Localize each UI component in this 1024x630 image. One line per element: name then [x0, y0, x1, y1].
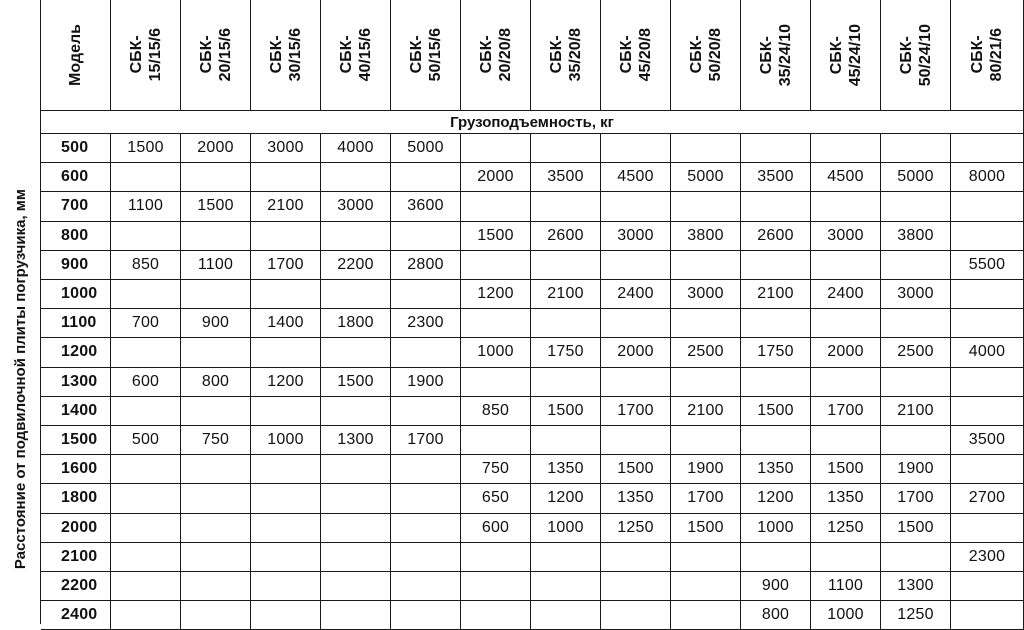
capacity-cell: [111, 163, 181, 192]
capacity-cell: [881, 426, 951, 455]
capacity-cell: 2100: [251, 192, 321, 221]
capacity-cell: [951, 192, 1024, 221]
capacity-cell: [461, 543, 531, 572]
capacity-cell: [391, 338, 461, 367]
capacity-cell: 5000: [391, 134, 461, 163]
capacity-cell: 700: [111, 309, 181, 338]
capacity-cell: [321, 338, 391, 367]
capacity-cell: 3500: [531, 163, 601, 192]
capacity-cell: [951, 280, 1024, 309]
capacity-cell: [531, 543, 601, 572]
capacity-cell: [601, 309, 671, 338]
capacity-cell: 3000: [881, 280, 951, 309]
capacity-cell: [461, 134, 531, 163]
capacity-cell: 1500: [461, 222, 531, 251]
capacity-cell: 2400: [811, 280, 881, 309]
capacity-cell: [111, 338, 181, 367]
capacity-cell: 8000: [951, 163, 1024, 192]
capacity-cell: 2800: [391, 251, 461, 280]
capacity-cell: [251, 543, 321, 572]
capacity-cell: [951, 514, 1024, 543]
capacity-cell: 1350: [811, 484, 881, 513]
capacity-cell: 650: [461, 484, 531, 513]
capacity-cell: [321, 572, 391, 601]
capacity-cell: 1500: [531, 397, 601, 426]
model-column-header-text: СБК- 15/15/6: [127, 28, 164, 82]
capacity-cell: 1800: [321, 309, 391, 338]
capacity-cell: [881, 368, 951, 397]
capacity-cell: 2100: [881, 397, 951, 426]
capacity-cell: 900: [181, 309, 251, 338]
capacity-cell: [531, 572, 601, 601]
capacity-cell: 5000: [671, 163, 741, 192]
capacity-cell: [671, 309, 741, 338]
distance-cell: 1200: [41, 338, 111, 367]
model-column-header: [111, 0, 181, 111]
model-column-header-text: СБК- 30/15/6: [267, 28, 304, 82]
capacity-cell: 2000: [461, 163, 531, 192]
model-column-header-text: СБК- 50/15/6: [407, 28, 444, 82]
capacity-cell: [391, 484, 461, 513]
capacity-cell: [181, 455, 251, 484]
capacity-cell: [111, 397, 181, 426]
capacity-cell: 3000: [601, 222, 671, 251]
capacity-cell: 3500: [951, 426, 1024, 455]
capacity-cell: 800: [181, 368, 251, 397]
capacity-cell: 2200: [321, 251, 391, 280]
distance-cell: 1300: [41, 368, 111, 397]
capacity-cell: 2500: [881, 338, 951, 367]
capacity-cell: [531, 368, 601, 397]
capacity-cell: [251, 222, 321, 251]
capacity-cell: 2700: [951, 484, 1024, 513]
capacity-cell: 1250: [601, 514, 671, 543]
capacity-cell: [111, 280, 181, 309]
capacity-cell: [181, 222, 251, 251]
capacity-cell: [391, 514, 461, 543]
distance-cell: 1400: [41, 397, 111, 426]
distance-cell: 2200: [41, 572, 111, 601]
capacity-cell: [321, 601, 391, 630]
model-column-header-text: СБК- 35/20/8: [547, 28, 584, 82]
capacity-cell: 1000: [811, 601, 881, 630]
capacity-cell: [321, 455, 391, 484]
capacity-cell: 850: [461, 397, 531, 426]
model-column-header: [461, 0, 531, 111]
capacity-cell: 500: [111, 426, 181, 455]
model-column-header: [881, 0, 951, 111]
capacity-cell: [811, 134, 881, 163]
table-row: [0, 572, 1024, 601]
capacity-cell: [461, 309, 531, 338]
table-row: [0, 338, 1024, 367]
capacity-cell: [811, 251, 881, 280]
capacity-cell: [251, 280, 321, 309]
capacity-cell: [251, 514, 321, 543]
capacity-cell: 1700: [881, 484, 951, 513]
capacity-cell: 2400: [601, 280, 671, 309]
capacity-cell: [601, 543, 671, 572]
capacity-cell: [251, 163, 321, 192]
distance-cell: 600: [41, 163, 111, 192]
capacity-cell: 1500: [741, 397, 811, 426]
capacity-cell: 600: [111, 368, 181, 397]
capacity-cell: [181, 543, 251, 572]
capacity-cell: [741, 543, 811, 572]
table-row: [0, 163, 1024, 192]
capacity-cell: 1700: [391, 426, 461, 455]
capacity-cell: [951, 397, 1024, 426]
capacity-cell: [321, 484, 391, 513]
capacity-cell: [461, 572, 531, 601]
capacity-cell: 1350: [741, 455, 811, 484]
capacity-cell: [671, 601, 741, 630]
capacity-cell: [881, 134, 951, 163]
capacity-cell: 2000: [181, 134, 251, 163]
capacity-cell: 1100: [811, 572, 881, 601]
model-column-header-text: СБК- 20/15/6: [197, 28, 234, 82]
model-column-header-text: СБК- 45/24/10: [827, 23, 864, 87]
distance-cell: 1000: [41, 280, 111, 309]
capacity-cell: 4500: [811, 163, 881, 192]
capacity-cell: [111, 572, 181, 601]
table-row: [0, 192, 1024, 221]
capacity-cell: [671, 251, 741, 280]
table-row: [0, 280, 1024, 309]
capacity-cell: 1700: [601, 397, 671, 426]
capacity-cell: [391, 572, 461, 601]
capacity-cell: [181, 572, 251, 601]
capacity-cell: [181, 397, 251, 426]
capacity-cell: 1200: [461, 280, 531, 309]
capacity-cell: [741, 309, 811, 338]
capacity-cell: 2100: [531, 280, 601, 309]
capacity-cell: [601, 572, 671, 601]
capacity-cell: 1700: [811, 397, 881, 426]
capacity-cell: [321, 543, 391, 572]
capacity-cell: [461, 368, 531, 397]
capacity-cell: 1500: [601, 455, 671, 484]
capacity-cell: [391, 280, 461, 309]
model-column-header: [251, 0, 321, 111]
capacity-cell: [531, 192, 601, 221]
model-column-header-text: СБК- 50/20/8: [687, 28, 724, 82]
capacity-cell: [181, 514, 251, 543]
table-row: [0, 251, 1024, 280]
model-column-header: [811, 0, 881, 111]
capacity-cell: [951, 309, 1024, 338]
capacity-cell: [111, 222, 181, 251]
capacity-cell: [391, 397, 461, 426]
capacity-cell: 1900: [671, 455, 741, 484]
distance-cell: 900: [41, 251, 111, 280]
capacity-cell: 1300: [321, 426, 391, 455]
capacity-cell: [601, 134, 671, 163]
capacity-cell: 1900: [391, 368, 461, 397]
capacity-cell: [741, 192, 811, 221]
model-column-header: [601, 0, 671, 111]
model-column-header: [531, 0, 601, 111]
capacity-cell: 2300: [951, 543, 1024, 572]
capacity-cell: [111, 455, 181, 484]
capacity-cell: 1500: [321, 368, 391, 397]
capacity-cell: [741, 368, 811, 397]
capacity-cell: 1000: [741, 514, 811, 543]
capacity-cell: [251, 484, 321, 513]
capacity-cell: [671, 192, 741, 221]
distance-cell: 2100: [41, 543, 111, 572]
capacity-cell: 3600: [391, 192, 461, 221]
capacity-cell: 800: [741, 601, 811, 630]
capacity-cell: 900: [741, 572, 811, 601]
capacity-cell: [671, 426, 741, 455]
capacity-cell: 2100: [671, 397, 741, 426]
capacity-cell: [111, 543, 181, 572]
capacity-cell: 1700: [251, 251, 321, 280]
capacity-cell: 750: [461, 455, 531, 484]
table-row: [0, 601, 1024, 630]
capacity-cell: [181, 484, 251, 513]
distance-cell: 800: [41, 222, 111, 251]
distance-cell: 1600: [41, 455, 111, 484]
table-row: [0, 426, 1024, 455]
capacity-cell: [811, 368, 881, 397]
capacity-cell: [181, 601, 251, 630]
capacity-cell: [741, 134, 811, 163]
capacity-cell: [601, 601, 671, 630]
capacity-cell: 1200: [251, 368, 321, 397]
capacity-cell: 1100: [111, 192, 181, 221]
capacity-cell: 1500: [181, 192, 251, 221]
capacity-cell: [251, 455, 321, 484]
capacity-cell: [321, 163, 391, 192]
capacity-cell: [811, 309, 881, 338]
capacity-cell: [881, 309, 951, 338]
capacity-cell: [531, 134, 601, 163]
capacity-cell: [811, 426, 881, 455]
capacity-cell: 5000: [881, 163, 951, 192]
distance-cell: 1800: [41, 484, 111, 513]
capacity-cell: [951, 222, 1024, 251]
capacity-cell: 2000: [601, 338, 671, 367]
capacity-cell: [461, 426, 531, 455]
capacity-cell: [951, 134, 1024, 163]
capacity-cell: 1300: [881, 572, 951, 601]
capacity-cell: 2600: [741, 222, 811, 251]
capacity-cell: 3000: [811, 222, 881, 251]
capacity-cell: 4500: [601, 163, 671, 192]
capacity-cell: [181, 280, 251, 309]
capacity-cell: [811, 192, 881, 221]
capacity-cell: [111, 601, 181, 630]
capacity-cell: [671, 572, 741, 601]
distance-cell: 700: [41, 192, 111, 221]
table-row: [0, 514, 1024, 543]
capacity-cell: [251, 572, 321, 601]
capacity-cell: [951, 368, 1024, 397]
capacity-cell: 1400: [251, 309, 321, 338]
capacity-cell: [391, 543, 461, 572]
table-row: [0, 222, 1024, 251]
capacity-cell: 1350: [601, 484, 671, 513]
capacity-cell: 1250: [811, 514, 881, 543]
capacity-cell: [881, 543, 951, 572]
capacity-cell: [531, 601, 601, 630]
capacity-cell: [531, 309, 601, 338]
model-column-header: [391, 0, 461, 111]
model-column-header-text: СБК- 45/20/8: [617, 28, 654, 82]
capacity-cell: 1100: [181, 251, 251, 280]
capacity-cell: 1000: [251, 426, 321, 455]
capacity-cell: [951, 455, 1024, 484]
table-row: [0, 543, 1024, 572]
table-row: [0, 455, 1024, 484]
capacity-cell: [601, 426, 671, 455]
table-row: [0, 309, 1024, 338]
distance-cell: 500: [41, 134, 111, 163]
capacity-cell: [951, 601, 1024, 630]
capacity-cell: [251, 601, 321, 630]
capacity-cell: 3800: [671, 222, 741, 251]
capacity-cell: [531, 251, 601, 280]
capacity-cell: 3800: [881, 222, 951, 251]
capacity-cell: 2000: [811, 338, 881, 367]
capacity-cell: 1700: [671, 484, 741, 513]
model-column-header: [181, 0, 251, 111]
capacity-cell: 1200: [531, 484, 601, 513]
model-column-header: [671, 0, 741, 111]
table-row: [0, 397, 1024, 426]
capacity-cell: 2600: [531, 222, 601, 251]
capacity-cell: 1000: [531, 514, 601, 543]
table-row: [0, 368, 1024, 397]
model-header: [41, 0, 111, 111]
capacity-cell: [461, 192, 531, 221]
capacity-cell: 1750: [531, 338, 601, 367]
capacity-cell: [111, 514, 181, 543]
capacity-cell: 2100: [741, 280, 811, 309]
distance-cell: 1100: [41, 309, 111, 338]
capacity-cell: [181, 338, 251, 367]
capacity-cell: [391, 455, 461, 484]
capacity-cell: [671, 134, 741, 163]
capacity-cell: [321, 280, 391, 309]
capacity-cell: 750: [181, 426, 251, 455]
capacity-cell: [321, 397, 391, 426]
capacity-cell: [671, 543, 741, 572]
capacity-cell: [601, 192, 671, 221]
capacity-cell: 1900: [881, 455, 951, 484]
model-column-header: [321, 0, 391, 111]
table-corner: [0, 0, 41, 134]
capacity-cell: [391, 222, 461, 251]
capacity-cell: 3500: [741, 163, 811, 192]
capacity-cell: [461, 601, 531, 630]
model-header-text: Модель: [67, 24, 84, 86]
capacity-cell: [251, 397, 321, 426]
capacity-cell: 2500: [671, 338, 741, 367]
capacity-cell: [391, 601, 461, 630]
capacity-cell: 1500: [671, 514, 741, 543]
model-column-header: [741, 0, 811, 111]
capacity-cell: 1500: [111, 134, 181, 163]
capacity-cell: [111, 484, 181, 513]
capacity-cell: 1000: [461, 338, 531, 367]
capacity-cell: [181, 163, 251, 192]
capacity-cell: 1200: [741, 484, 811, 513]
capacity-cell: 3000: [671, 280, 741, 309]
capacity-cell: [321, 514, 391, 543]
capacity-cell: 3000: [321, 192, 391, 221]
capacity-cell: 5500: [951, 251, 1024, 280]
capacity-cell: 1750: [741, 338, 811, 367]
capacity-cell: [881, 251, 951, 280]
capacity-cell: [321, 222, 391, 251]
distance-cell: 2000: [41, 514, 111, 543]
capacity-cell: 1500: [881, 514, 951, 543]
model-column-header-text: СБК- 20/20/8: [477, 28, 514, 82]
capacity-cell: [881, 192, 951, 221]
capacity-cell: [461, 251, 531, 280]
capacity-cell: [741, 251, 811, 280]
capacity-cell: [741, 426, 811, 455]
model-column-header-text: СБК- 80/21/6: [969, 28, 1005, 82]
capacity-cell: 1500: [811, 455, 881, 484]
capacity-cell: [531, 426, 601, 455]
model-column-header-text: СБК- 35/24/10: [757, 23, 794, 87]
table-row: [0, 484, 1024, 513]
capacity-cell: [391, 163, 461, 192]
capacity-cell: 4000: [951, 338, 1024, 367]
capacity-cell: [251, 338, 321, 367]
capacity-cell: 4000: [321, 134, 391, 163]
capacity-cell: [951, 572, 1024, 601]
capacity-cell: 1350: [531, 455, 601, 484]
distance-label-text: Расстояние от подвилочной плиты погрузчика, мм: [11, 188, 29, 570]
capacity-cell: 2300: [391, 309, 461, 338]
capacity-cell: 3000: [251, 134, 321, 163]
capacity-cell: [671, 368, 741, 397]
model-column-header: [951, 0, 1024, 111]
model-column-header-text: СБК- 40/15/6: [337, 28, 374, 82]
capacity-cell: [811, 543, 881, 572]
distance-cell: 1500: [41, 426, 111, 455]
capacity-header: Грузоподъемность, кг: [41, 111, 1024, 134]
table-row: [0, 134, 1024, 163]
capacity-cell: [601, 368, 671, 397]
capacity-cell: 1250: [881, 601, 951, 630]
capacity-cell: 600: [461, 514, 531, 543]
capacity-cell: 850: [111, 251, 181, 280]
distance-cell: 2400: [41, 601, 111, 630]
model-column-header-text: СБК- 50/24/10: [897, 23, 934, 87]
capacity-cell: [601, 251, 671, 280]
